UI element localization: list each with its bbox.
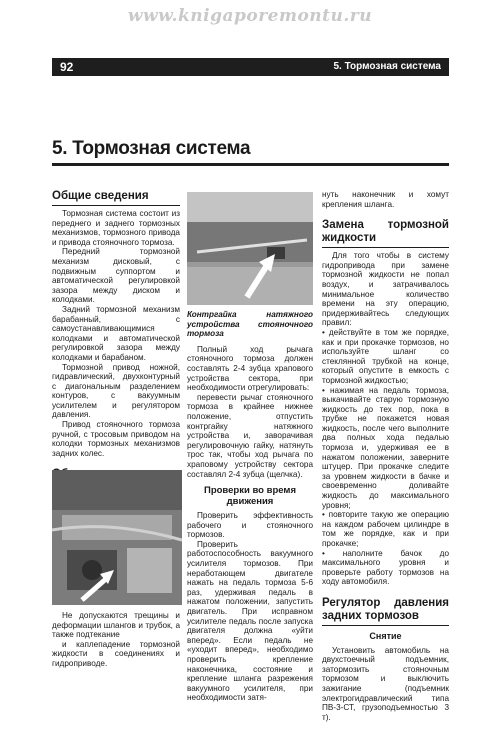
- handbrake-locknut-photo: [187, 192, 313, 305]
- bullet-item: • наполните бачок до максимального уровня и проверьте работу тормозов на ходу автомобиля.: [322, 548, 449, 587]
- column-1: [52, 190, 180, 507]
- paragraph: Передний тормозной механизм дисковый, с подвижным суппортом и автоматической регулировкой зазора между диском и колодками.: [52, 247, 180, 305]
- column-3: [322, 190, 449, 722]
- paragraph: Для того чтобы в систему гидропривода при замене тормозной жидкости не попал воздух, и затрачивалось минимальное количество времени на эту операцию, придерживайтесь следующих правил:: [322, 251, 449, 328]
- page-number: 92: [60, 60, 74, 74]
- watermark: www.knigaporemontu.ru: [127, 6, 373, 26]
- handbrake-locknut-photo-image: [187, 192, 313, 305]
- paragraph: Не допускаются трещины и деформации шлангов и трубок, а также подтекание: [52, 611, 180, 640]
- paragraph: нуть наконечник и хомут крепления шланга.: [322, 190, 449, 209]
- paragraph: Установить автомобиль на двухстоечный подъемник, затормозить стояночным тормозом и выключить зажигание (подъемник электрогидравлический типа ПВ-3-СТ, грузоподъемностью 3 т).: [322, 645, 449, 722]
- paragraph: Проверить эффективность рабочего и стояночного тормозов.: [187, 511, 313, 540]
- paragraph: Задний тормозной механизм барабанный, с самоустанавливающимися колодками и автоматической регулировкой зазора между колодками и барабаном.: [52, 304, 180, 362]
- column-2: [187, 310, 313, 703]
- photo-caption: Контргайка натяжного устройства стояночного тормоза: [187, 310, 313, 339]
- chapter-title: 5. Тормозная система: [52, 138, 251, 159]
- paragraph: Полный ход рычага стояночного тормоза должен составлять 2-4 зубца храпового устройства сектора, при необходимости отрегулировать:: [187, 344, 313, 393]
- brake-system-photo: [52, 470, 182, 605]
- brake-system-photo-image: [52, 470, 182, 605]
- heading-driving-checks: Проверки во время движения: [204, 485, 296, 508]
- bullet-item: • действуйте в том же порядке, как и при прокачке тормозов, но используйте шланг со стеклянной трубкой на конце, который опустите в емкость с тормозной жидкостью;: [322, 327, 449, 385]
- bullet-item: • повторите такую же операцию на каждом рабочем цилиндре в том же порядке, как и при прокачке;: [322, 510, 449, 548]
- bullet-item: • нажимая на педаль тормоза, выкачивайте старую тормозную жидкость до тех пор, пока в трубке не покажется новая жидкость, после чего выполните два полных хода педалью тормоза и, удерживая ее в нажатом положении, заверните штуцер. При прокачке следите за уровнем жидкости в бачке и своевременно доливайте жидкость до максимального уровня;: [322, 385, 449, 510]
- paragraph: и каплепадение тормозной жидкости в соединениях и гидроприводе.: [52, 639, 180, 668]
- page-header: [52, 58, 449, 76]
- heading-pressure-regulator: Регулятор давления задних тормозов: [322, 597, 449, 626]
- paragraph: Тормозной привод ножной, гидравлический, двухконтурный с диагональным разделением контуров, с вакуумным усилителем и регулятором давления.: [52, 362, 180, 420]
- paragraph: Привод стояночного тормоза ручной, с тросовым приводом на колодки тормозных механизмов задних колес.: [52, 420, 180, 458]
- heading-general: Общие сведения: [52, 190, 180, 206]
- heading-fluid-replacement: Замена тормозной жидкости: [322, 219, 449, 248]
- paragraph: Тормозная система состоит из переднего и заднего тормозных механизмов, тормозного привода и привода стояночного тормоза.: [52, 209, 180, 247]
- paragraph: перевести рычаг стояночного тормоза в крайнее нижнее положение, отпустить контргайку натяжного устройства и, заворачивая регулировочную гайку, натянуть трос так, чтобы ход рычага по храповому устройству сектора составлял 2-4 зубца (щелчка).: [187, 392, 313, 479]
- column-1-bottom: [52, 611, 180, 669]
- paragraph: Проверить работоспособность вакуумного усилителя тормозов. При неработающем двигателе нажать на педаль тормоза 5-6 раз, удерживая педаль в нажатом положении, запустить двигатель. При исправном усилителе педаль после запуска двигателя должна «уйти вперед». Если педаль не «уходит вперед», необходимо проверить крепление наконечника, состояние и крепление шланга разрежения вакуумного усилителя, при необходимости затя-: [187, 539, 313, 703]
- header-section-title: 5. Тормозная система: [333, 61, 441, 72]
- heading-removal: Снятие: [369, 630, 402, 641]
- title-rule: [52, 163, 449, 166]
